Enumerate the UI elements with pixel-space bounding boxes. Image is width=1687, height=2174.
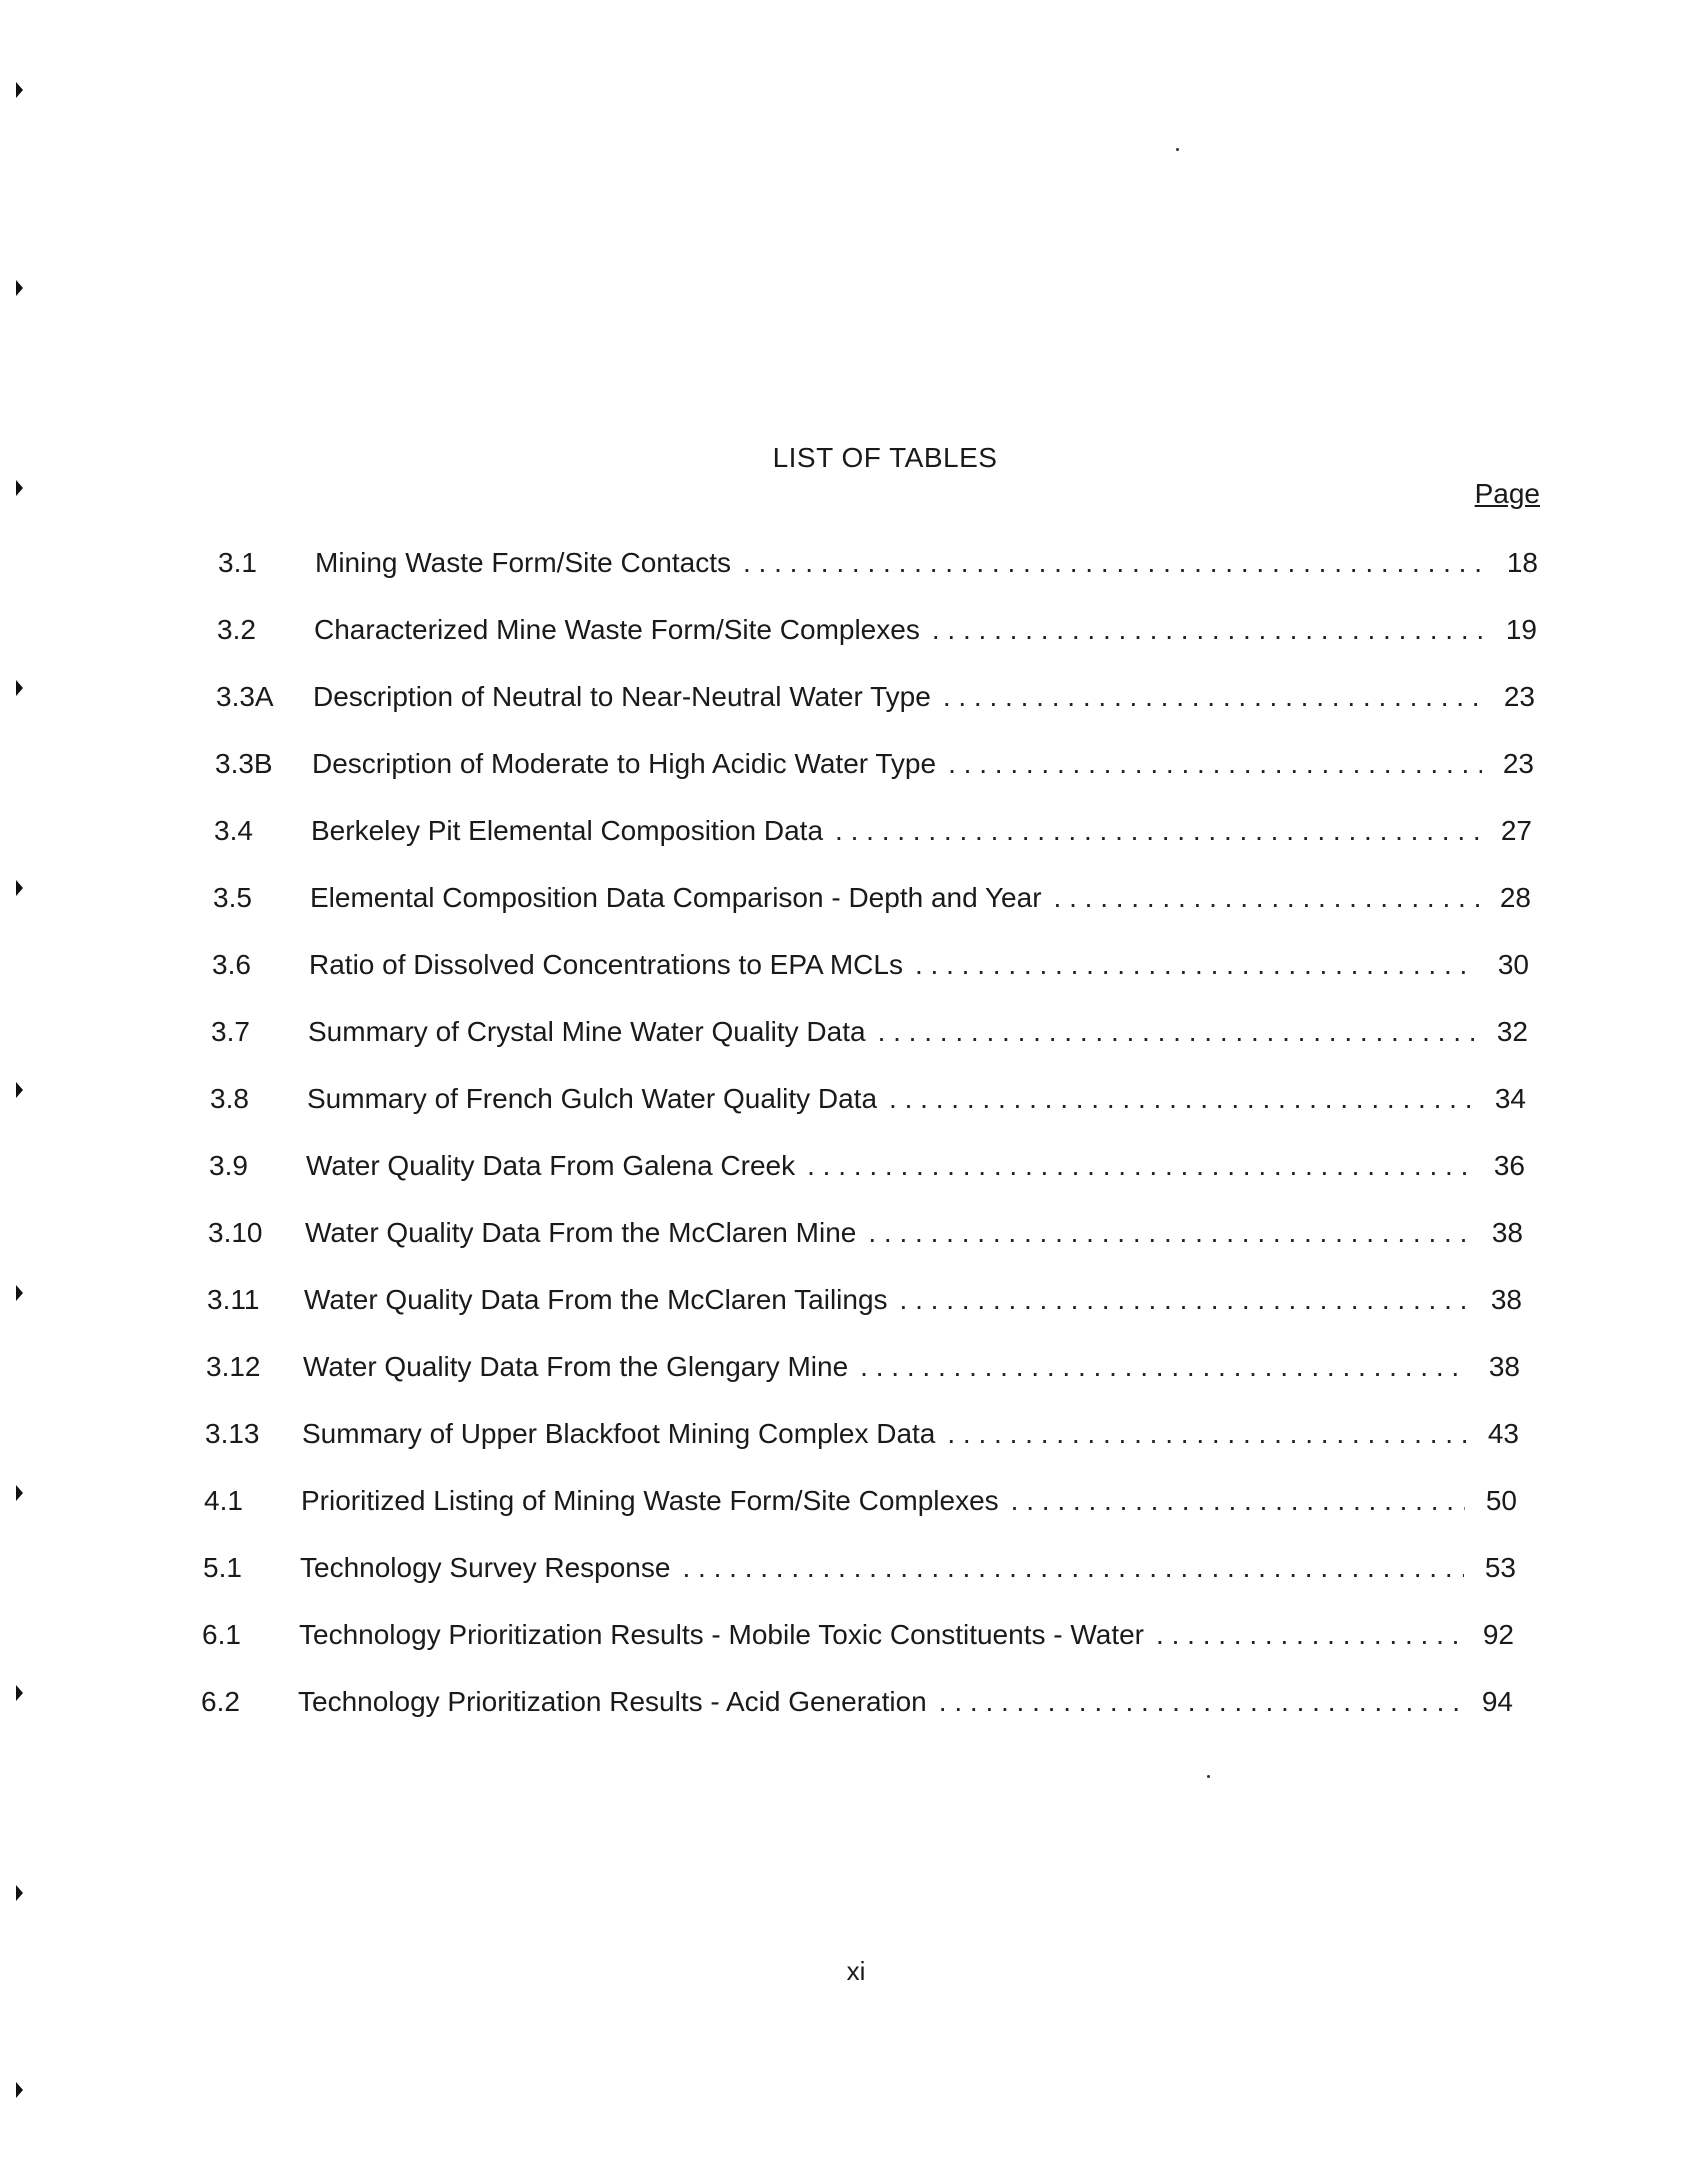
table-title: Water Quality Data From Galena Creek bbox=[306, 1150, 796, 1181]
scan-mark-icon bbox=[16, 2082, 23, 2098]
scan-mark-icon bbox=[16, 1082, 23, 1098]
table-title: Ratio of Dissolved Concentrations to EPA MCLs bbox=[309, 949, 903, 980]
list-item bbox=[208, 1217, 1523, 1257]
page-number: 50 bbox=[1485, 1485, 1517, 1516]
scan-mark-icon bbox=[16, 280, 23, 296]
scan-mark-icon bbox=[16, 480, 23, 496]
dot-leader bbox=[939, 1686, 1461, 1718]
table-number: 3.6 bbox=[212, 949, 251, 980]
page-number: 28 bbox=[1499, 882, 1531, 913]
dot-leader bbox=[682, 1552, 1464, 1584]
table-title: Elemental Composition Data Comparison - Depth and Year bbox=[310, 882, 1042, 913]
page-number: 19 bbox=[1505, 614, 1537, 645]
list-item bbox=[212, 949, 1529, 989]
list-item bbox=[210, 1083, 1526, 1123]
dot-leader bbox=[1054, 882, 1479, 914]
table-title: Characterized Mine Waste Form/Site Complexes bbox=[314, 614, 920, 645]
list-item bbox=[201, 1686, 1513, 1726]
table-number: 3.11 bbox=[207, 1284, 260, 1315]
table-title: Mining Waste Form/Site Contacts bbox=[315, 547, 731, 578]
page-number: 27 bbox=[1500, 815, 1532, 846]
table-title: Description of Neutral to Near-Neutral Water Type bbox=[313, 681, 931, 712]
page-number: 38 bbox=[1490, 1284, 1522, 1315]
scan-speck bbox=[1176, 148, 1179, 151]
table-number: 3.13 bbox=[205, 1418, 260, 1449]
page-number: 30 bbox=[1497, 949, 1529, 980]
dot-leader bbox=[889, 1083, 1474, 1115]
page-number: 32 bbox=[1496, 1016, 1528, 1047]
list-item bbox=[207, 1284, 1522, 1324]
table-number: 4.1 bbox=[204, 1485, 243, 1516]
table-number: 5.1 bbox=[203, 1552, 242, 1583]
scan-mark-icon bbox=[16, 82, 23, 98]
page-title: LIST OF TABLES bbox=[772, 442, 998, 473]
dot-leader bbox=[1011, 1485, 1465, 1517]
dot-leader bbox=[932, 614, 1485, 646]
dot-leader bbox=[860, 1351, 1468, 1383]
scan-mark-icon bbox=[16, 1485, 23, 1501]
list-item bbox=[202, 1619, 1514, 1659]
table-number: 3.5 bbox=[213, 882, 252, 913]
table-title: Summary of French Gulch Water Quality Data bbox=[307, 1083, 878, 1114]
list-item bbox=[203, 1552, 1516, 1592]
table-title: Prioritized Listing of Mining Waste Form/Site Complexes bbox=[301, 1485, 999, 1516]
list-item bbox=[211, 1016, 1528, 1056]
table-title: Water Quality Data From the McClaren Mine bbox=[305, 1217, 857, 1248]
table-number: 6.2 bbox=[201, 1686, 240, 1717]
dot-leader bbox=[943, 681, 1483, 713]
page-number: 34 bbox=[1494, 1083, 1526, 1114]
table-number: 3.3B bbox=[215, 748, 273, 779]
table-title: Technology Prioritization Results - Mobile Toxic Constituents - Water bbox=[299, 1619, 1145, 1650]
scan-mark-icon bbox=[16, 1685, 23, 1701]
table-number: 3.1 bbox=[218, 547, 257, 578]
page-number: 94 bbox=[1481, 1686, 1513, 1717]
page-folio: xi bbox=[846, 1956, 866, 1986]
scan-mark-icon bbox=[16, 680, 23, 696]
scan-speck bbox=[1207, 1775, 1210, 1778]
scan-mark-icon bbox=[16, 1885, 23, 1901]
table-number: 3.2 bbox=[217, 614, 256, 645]
table-title: Technology Prioritization Results - Acid Generation bbox=[298, 1686, 927, 1717]
page-number: 38 bbox=[1488, 1351, 1520, 1382]
list-item bbox=[217, 614, 1537, 654]
page-column-header: Page bbox=[1474, 478, 1540, 509]
list-item bbox=[213, 882, 1531, 922]
table-title: Summary of Upper Blackfoot Mining Complex Data bbox=[302, 1418, 936, 1449]
list-item bbox=[205, 1418, 1519, 1458]
table-title: Summary of Crystal Mine Water Quality Data bbox=[308, 1016, 866, 1047]
table-number: 3.3A bbox=[216, 681, 274, 712]
dot-leader bbox=[1156, 1619, 1462, 1651]
scan-mark-icon bbox=[16, 880, 23, 896]
page-number: 53 bbox=[1484, 1552, 1516, 1583]
dot-leader bbox=[868, 1217, 1471, 1249]
table-title: Technology Survey Response bbox=[300, 1552, 671, 1583]
table-number: 3.10 bbox=[208, 1217, 263, 1248]
table-number: 6.1 bbox=[202, 1619, 241, 1650]
table-title: Berkeley Pit Elemental Composition Data bbox=[311, 815, 824, 846]
list-item bbox=[204, 1485, 1517, 1525]
page-number: 38 bbox=[1491, 1217, 1523, 1248]
list-item bbox=[206, 1351, 1520, 1391]
table-title: Water Quality Data From the Glengary Mine bbox=[303, 1351, 849, 1382]
page-number: 18 bbox=[1506, 547, 1538, 578]
list-item bbox=[218, 547, 1538, 587]
table-number: 3.4 bbox=[214, 815, 253, 846]
list-item bbox=[215, 748, 1534, 788]
page-number: 92 bbox=[1482, 1619, 1514, 1650]
list-item bbox=[214, 815, 1532, 855]
table-title: Water Quality Data From the McClaren Tailings bbox=[304, 1284, 888, 1315]
table-title: Description of Moderate to High Acidic Water Type bbox=[312, 748, 937, 779]
list-item bbox=[216, 681, 1535, 721]
dot-leader bbox=[807, 1150, 1473, 1182]
dot-leader bbox=[915, 949, 1477, 981]
page-number: 43 bbox=[1487, 1418, 1519, 1449]
table-number: 3.9 bbox=[209, 1150, 248, 1181]
table-number: 3.8 bbox=[210, 1083, 249, 1114]
page-number: 23 bbox=[1503, 681, 1535, 712]
page-number: 36 bbox=[1493, 1150, 1525, 1181]
dot-leader bbox=[947, 1418, 1467, 1450]
list-item bbox=[209, 1150, 1525, 1190]
dot-leader bbox=[878, 1016, 1476, 1048]
page-number: 23 bbox=[1502, 748, 1534, 779]
dot-leader bbox=[743, 547, 1486, 579]
dot-leader bbox=[900, 1284, 1470, 1316]
table-number: 3.12 bbox=[206, 1351, 261, 1382]
dot-leader bbox=[948, 748, 1482, 780]
scan-mark-icon bbox=[16, 1285, 23, 1301]
dot-leader bbox=[835, 815, 1480, 847]
table-number: 3.7 bbox=[211, 1016, 250, 1047]
